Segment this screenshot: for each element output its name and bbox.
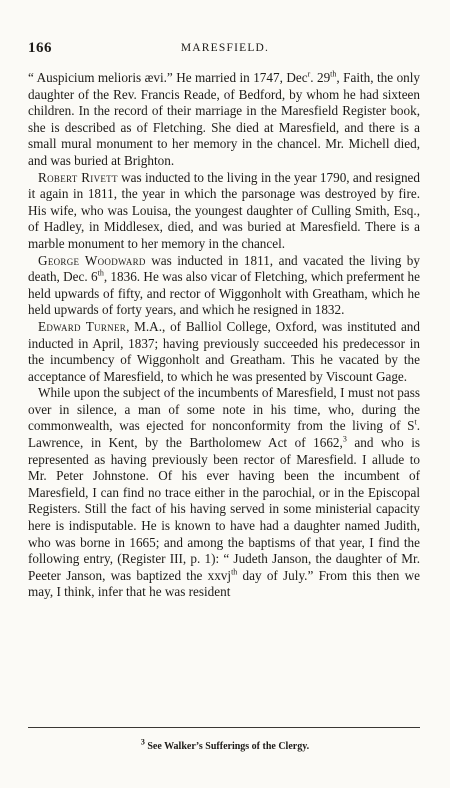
superscript: t: [414, 418, 417, 428]
paragraph-text: “ Auspicium melioris ævi.” He married in 1747, Dec: [28, 70, 308, 85]
paragraph-woodward: [28, 253, 420, 319]
paragraph-text: and who is represented as having previously been rector of Maresfield. I allude to Mr. Peter Johnstone. Of his ever having been the incumbent of Maresfield, I can find no trace either in the parochial, or in the Episcopal Registers. Still the fact of his having served in some ministerial capacity here is indisputable. He is known to have had a daughter named Judith, who was borne in 1665; and among the baptisms of that year, I find the following entry, (Register III, p. 1): “ Judeth Janson, the daughter of Mr. Peeter Janson, was baptized the xxvj: [28, 435, 420, 583]
paragraph-text: While upon the subject of the incumbents of Maresfield, I must not pass over in silence, a man of some note in his time, who, during the commonwealth, was ejected for nonconformity from the living of S: [28, 385, 420, 434]
paragraph-text: , 1836. He was also vicar of Fletching, which preferment he held upwards of fifty, and rector of Wiggonholt with Greatham, which he held upwards of forty years, and which he resigned in 1832.: [28, 269, 420, 318]
incumbent-name: George Woodward: [38, 252, 146, 268]
paragraph-text: was inducted to the living in the year 1790, and resigned it again in 1811, the year in which the parsonage was destroyed by fire. His wife, who was Louisa, the youngest daughter of Culling Smith, Esq., of Hadley, in Middlesex, died, and was buried at Maresfield. There is a marble monument to her memory in the chancel.: [28, 169, 420, 251]
running-title: MARESFIELD.: [180, 42, 270, 54]
paragraph-text: , M.A., of Balliol College, Oxford, was instituted and inducted in April, 1837; having previously succeeded his predecessor in the incumbency of Wiggonholt and Greatham. This he vacated by the acceptance of Maresfield, to which he was presented by Viscount Gage.: [28, 318, 420, 384]
footnote-text: See Walker’s Sufferings of the Clergy.: [144, 741, 310, 752]
paragraph-text: , Faith, the only daughter of the Rev. Francis Reade, of Bedford, by whom he had sixteen children. In the record of their marriage in the Maresfield Register book, she is described as of Fletching. She died at Maresfield, and there is a small mural monument to her memory in the chancel. Mr. Michell died, and was buried at Brighton.: [28, 70, 421, 168]
paragraph-text: was inducted in 1811, and vacated the living by death, Dec. 6: [28, 252, 420, 285]
superscript: th: [330, 69, 337, 79]
incumbent-name: Robert Rivett: [38, 169, 118, 185]
superscript: th: [231, 567, 238, 577]
paragraph-text: . Lawrence, in Kent, by the Bartholomew Act of 1662,: [28, 418, 420, 451]
footnote-marker: 3: [140, 737, 145, 747]
paragraph-text: day of July.” From this then we may, I think, infer that he was resident: [28, 567, 420, 600]
page-number: 166: [28, 40, 52, 56]
page-header: [28, 40, 422, 60]
body-text: [28, 70, 420, 601]
paragraph-rivett: [28, 170, 420, 253]
footnote: [0, 737, 450, 752]
paragraph-text: . 29: [310, 70, 331, 85]
superscript: r: [307, 69, 311, 79]
paragraph-michell: [28, 70, 420, 170]
paragraph-johnstone: [28, 385, 420, 601]
paragraph-turner: [28, 319, 420, 385]
incumbent-name: Edward Turner: [38, 318, 127, 334]
superscript: th: [97, 268, 104, 278]
footnote-reference: 3: [342, 434, 347, 444]
footnote-divider: [28, 727, 420, 728]
